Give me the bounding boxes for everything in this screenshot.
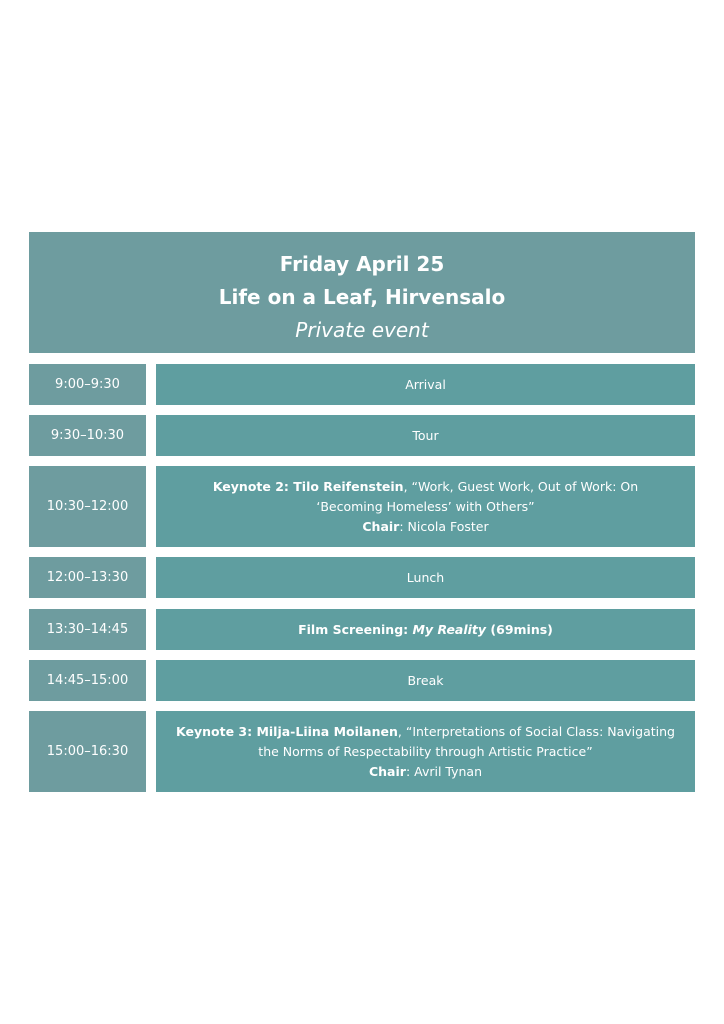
event-header	[29, 232, 695, 353]
schedule-row-break	[29, 660, 695, 701]
schedule-row-arrival	[29, 364, 695, 405]
event-date: Friday April 25	[279, 252, 445, 276]
session-text: Break	[407, 672, 444, 688]
time-slot: 15:00–16:30	[29, 711, 146, 792]
session-text: Arrival	[405, 376, 446, 392]
chair-label: Chair	[362, 518, 400, 534]
film-duration: (69mins)	[486, 621, 553, 637]
time-slot: 9:00–9:30	[29, 364, 146, 405]
keynote-title: , “Interpretations of Social Class: Navigating the Norms of Respectability through Artistic Practice”	[258, 723, 675, 759]
session-cell	[156, 660, 695, 701]
chair-label: Chair	[368, 763, 406, 779]
keynote-label: Keynote 3: Milja-Liina Moilanen	[176, 723, 398, 739]
film-label: Film Screening:	[298, 621, 413, 637]
schedule-row-lunch	[29, 557, 695, 598]
session-cell	[156, 711, 695, 792]
time-slot: 13:30–14:45	[29, 609, 146, 650]
keynote-label: Keynote 2: Tilo Reifenstein	[212, 478, 404, 494]
keynote-title: , “Work, Guest Work, Out of Work: On ‘Becoming Homeless’ with Others”	[316, 478, 639, 514]
schedule-row-tour	[29, 415, 695, 456]
session-text: Lunch	[406, 569, 445, 585]
chair-line	[178, 517, 673, 537]
session-cell	[156, 466, 695, 547]
session-cell	[156, 609, 695, 650]
chair-line	[166, 762, 685, 782]
session-cell	[156, 364, 695, 405]
event-venue: Life on a Leaf, Hirvensalo	[218, 285, 506, 309]
time-slot: 10:30–12:00	[29, 466, 146, 547]
event-note: Private event	[295, 318, 429, 342]
session-cell	[156, 557, 695, 598]
schedule-row-keynote-3	[29, 711, 695, 792]
time-slot: 12:00–13:30	[29, 557, 146, 598]
film-title: My Reality	[412, 621, 487, 637]
schedule-row-film	[29, 609, 695, 650]
time-slot: 14:45–15:00	[29, 660, 146, 701]
time-slot: 9:30–10:30	[29, 415, 146, 456]
session-cell	[156, 415, 695, 456]
schedule-row-keynote-2	[29, 466, 695, 547]
session-text: Tour	[412, 427, 439, 443]
chair-name: : Avril Tynan	[405, 763, 483, 779]
chair-name: : Nicola Foster	[399, 518, 489, 534]
